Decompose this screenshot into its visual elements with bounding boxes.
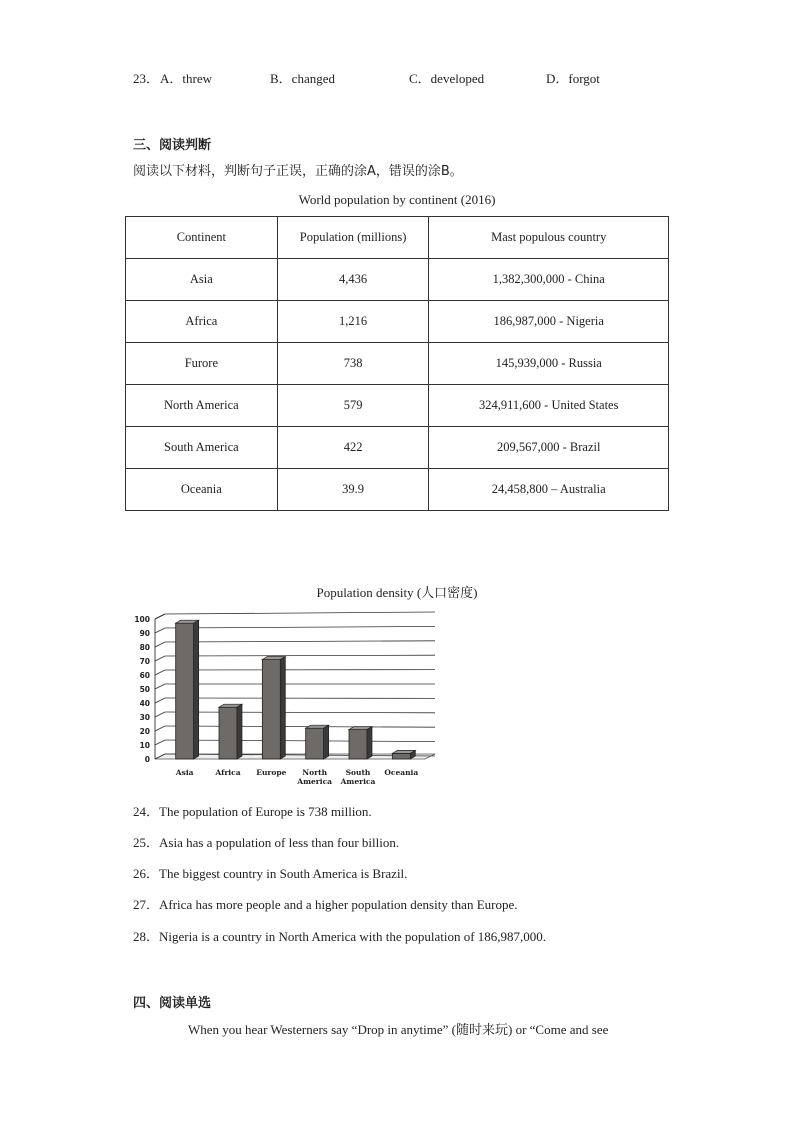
table-caption: World population by continent (2016): [298, 192, 496, 207]
question-28: [133, 926, 546, 945]
chart-svg: [125, 604, 440, 794]
question-text: Asia has a population of less than four billion.: [159, 835, 400, 850]
cell-population: 1,216: [277, 301, 429, 343]
option-a: A．threw: [160, 71, 212, 86]
table-row: [126, 385, 669, 427]
cell-country: 209,567,000 - Brazil: [429, 427, 669, 469]
table-row: [126, 343, 669, 385]
y-tick-label: 50: [139, 685, 150, 694]
chart-title: Population density (人口密度): [316, 585, 478, 600]
population-density-chart: [125, 604, 440, 794]
question-text: The biggest country in South America is Brazil.: [159, 866, 408, 881]
bar-side: [367, 727, 372, 759]
question-24: [133, 801, 372, 820]
section-4-title: 四、阅读单选: [133, 996, 212, 1011]
cell-population: 579: [277, 385, 429, 427]
cell-country: 145,939,000 - Russia: [429, 343, 669, 385]
cell-continent: Oceania: [126, 469, 278, 511]
bar: [176, 623, 194, 759]
gridline-depth: [155, 642, 165, 647]
bar-side: [194, 620, 199, 759]
gridline-depth: [155, 656, 165, 661]
option-b: B．changed: [270, 71, 335, 86]
y-tick-label: 80: [139, 643, 150, 652]
gridline-depth: [155, 740, 165, 745]
cell-country: 24,458,800 – Australia: [429, 469, 669, 511]
gridline-depth: [155, 712, 165, 717]
cell-population: 39.9: [277, 469, 429, 511]
header-country: Mast populous country: [429, 217, 669, 259]
gridline-depth: [155, 698, 165, 703]
bar-side: [324, 725, 329, 759]
table-header-row: [126, 217, 669, 259]
gridline-depth: [155, 684, 165, 689]
question-27: [133, 894, 518, 913]
gridline: [165, 612, 435, 614]
y-tick-label: 60: [139, 671, 150, 680]
cell-continent: South America: [126, 427, 278, 469]
y-tick-label: 20: [139, 727, 150, 736]
gridline-depth: [155, 628, 165, 633]
gridline-depth: [155, 614, 165, 619]
cell-continent: North America: [126, 385, 278, 427]
population-table: [125, 216, 669, 511]
y-tick-label: 70: [139, 657, 150, 666]
cell-population: 738: [277, 343, 429, 385]
x-tick-label: Europe: [256, 768, 287, 777]
bar: [392, 753, 410, 759]
bar: [219, 707, 237, 759]
bar-side: [280, 657, 285, 759]
y-tick-label: 90: [139, 629, 150, 638]
gridline: [165, 712, 435, 713]
bar: [306, 728, 324, 759]
question-26: [133, 863, 407, 882]
gridline-depth: [155, 670, 165, 675]
y-tick-label: 10: [139, 741, 150, 750]
bar: [262, 660, 280, 759]
x-tick-label: North: [302, 768, 328, 777]
gridline-depth: [155, 726, 165, 731]
cell-country: 186,987,000 - Nigeria: [429, 301, 669, 343]
question-text: The population of Europe is 738 million.: [159, 804, 372, 819]
question-23-number: 23．: [133, 71, 160, 86]
gridline: [165, 626, 435, 628]
table-row: [126, 301, 669, 343]
question-number: 24．: [133, 804, 160, 819]
gridline: [165, 726, 435, 727]
gridline: [165, 641, 435, 642]
x-tick-label: South: [345, 768, 371, 777]
question-number: 25．: [133, 835, 160, 850]
cell-country: 1,382,300,000 - China: [429, 259, 669, 301]
header-population: Population (millions): [277, 217, 429, 259]
table-row: [126, 259, 669, 301]
x-tick-label: Asia: [175, 768, 194, 777]
question-number: 26．: [133, 866, 160, 881]
table-row: [126, 427, 669, 469]
question-text: Nigeria is a country in North America with the population of 186,987,000.: [159, 929, 547, 944]
question-text: Africa has more people and a higher population density than Europe.: [159, 897, 518, 912]
x-tick-label: America: [340, 777, 376, 786]
gridline: [165, 740, 435, 742]
y-tick-label: 30: [139, 713, 150, 722]
bar-side: [237, 704, 242, 759]
cell-population: 422: [277, 427, 429, 469]
question-25: [133, 832, 399, 851]
y-tick-label: 100: [134, 615, 150, 624]
y-tick-label: 0: [144, 755, 150, 764]
x-tick-label: Africa: [215, 768, 241, 777]
gridline: [165, 655, 435, 656]
cell-continent: Africa: [126, 301, 278, 343]
cell-continent: Furore: [126, 343, 278, 385]
x-tick-label: America: [297, 777, 333, 786]
section-3-title: 三、阅读判断: [133, 138, 212, 153]
option-d: D．forgot: [546, 71, 600, 86]
table-row: [126, 469, 669, 511]
cell-country: 324,911,600 - United States: [429, 385, 669, 427]
question-number: 28．: [133, 929, 160, 944]
section-4-paragraph: When you hear Westerners say “Drop in anytime” (随时来玩) or “Come and see: [188, 1022, 609, 1037]
option-c: C．developed: [409, 71, 485, 86]
cell-population: 4,436: [277, 259, 429, 301]
question-number: 27．: [133, 897, 160, 912]
header-continent: Continent: [126, 217, 278, 259]
x-tick-label: Oceania: [384, 768, 419, 777]
y-tick-label: 40: [139, 699, 150, 708]
bar: [349, 730, 367, 759]
section-3-instruction: 阅读以下材料，判断句子正误，正确的涂A，错误的涂B。: [133, 164, 463, 179]
cell-continent: Asia: [126, 259, 278, 301]
